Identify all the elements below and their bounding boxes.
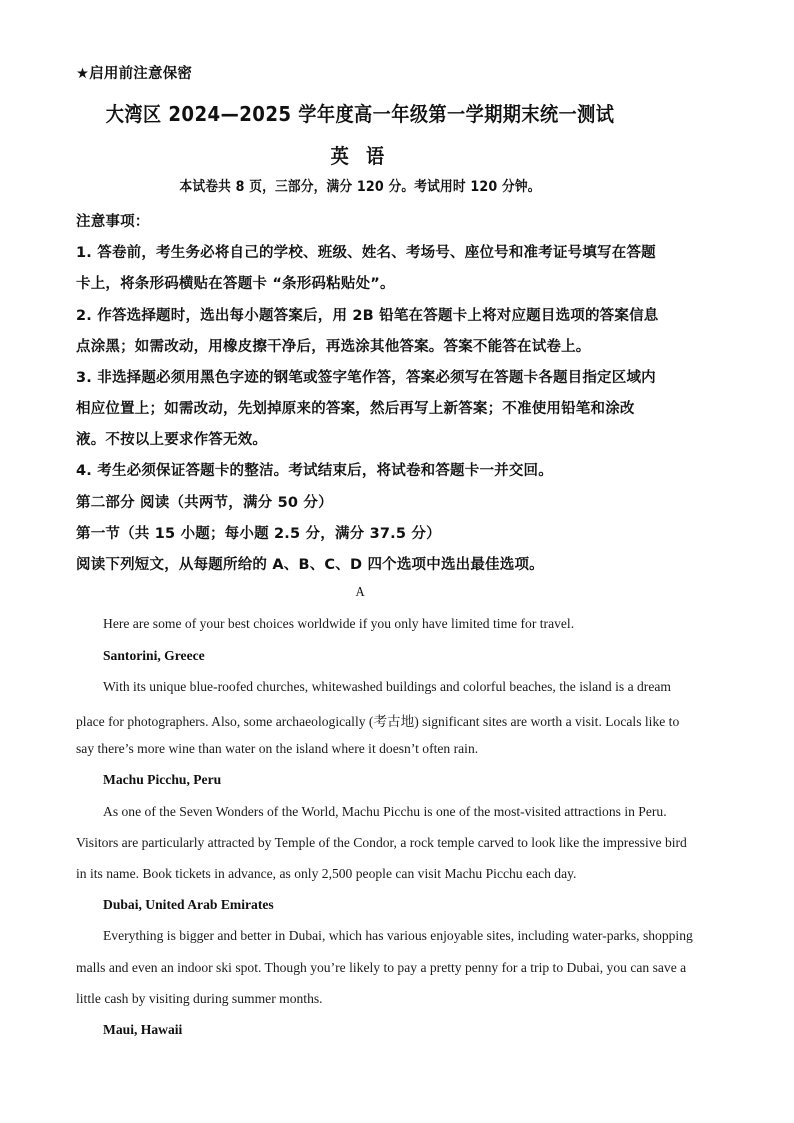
passage-line: malls and even an indoor ski spot. Though you’re likely to pay a pretty penny for a trip to Dubai, you can save a [76, 960, 687, 975]
place-heading: Santorini, Greece [103, 648, 205, 663]
passage-letter: A [355, 585, 365, 600]
passage-line: in its name. Book tickets in advance, as only 2,500 people can visit Machu Picchu each day. [76, 866, 577, 881]
passage-line: As one of the Seven Wonders of the World, Machu Picchu is one of the most-visited attractions in Peru. [103, 804, 667, 819]
passage-line: place for photographers. Also, some archaeologically (考古地) significant sites are worth a visit. Locals like to [76, 714, 680, 729]
note-line: 4. 考生必须保证答题卡的整洁。考试结束后，将试卷和答题卡一并交回。 [76, 463, 553, 479]
note-line: 3. 非选择题必须用黑色字迹的钢笔或签字笔作答，答案必须写在答题卡各题目指定区域内 [76, 370, 656, 386]
place-heading: Dubai, United Arab Emirates [103, 897, 274, 912]
passage-line: With its unique blue-roofed churches, whitewashed buildings and colorful beaches, the island is a dream [103, 679, 671, 694]
note-line: 2. 作答选择题时，选出每小题答案后，用 2B 铅笔在答题卡上将对应题目选项的答案信息 [76, 308, 659, 324]
note-line: 1. 答卷前，考生务必将自己的学校、班级、姓名、考场号、座位号和准考证号填写在答题 [76, 245, 656, 261]
exam-title: 大湾区 2024—2025 学年度高一年级第一学期期末统一测试 [105, 102, 615, 126]
note-line: 液。不按以上要求作答无效。 [76, 432, 268, 448]
note-line: 相应位置上；如需改动，先划掉原来的答案，然后再写上新答案；不准使用铅笔和涂改 [76, 401, 635, 417]
subject-title: 英 语 [330, 144, 390, 168]
passage-line: little cash by visiting during summer months. [76, 991, 323, 1006]
notes-heading: 注意事项： [76, 214, 150, 230]
passage-intro: Here are some of your best choices worldwide if you only have limited time for travel. [103, 616, 575, 631]
note-line: 卡上，将条形码横贴在答题卡 “条形码粘贴处”。 [76, 276, 395, 292]
section-part-title: 第二部分 阅读（共两节，满分 50 分） [76, 495, 333, 511]
place-heading: Maui, Hawaii [103, 1022, 183, 1037]
passage-line: Visitors are particularly attracted by Temple of the Condor, a rock temple carved to look like the impressive bird [76, 835, 687, 850]
exam-info: 本试卷共 8 页，三部分，满分 120 分。考试用时 120 分钟。 [179, 179, 541, 195]
section-instruction: 阅读下列短文，从每题所给的 A、B、C、D 四个选项中选出最佳选项。 [76, 557, 544, 573]
place-heading: Machu Picchu, Peru [103, 772, 222, 787]
section-sub-title: 第一节（共 15 小题；每小题 2.5 分，满分 37.5 分） [76, 526, 441, 542]
note-line: 点涂黑；如需改动，用橡皮擦干净后，再选涂其他答案。答案不能答在试卷上。 [76, 339, 591, 355]
passage-line: Everything is bigger and better in Dubai, which has various enjoyable sites, including water-parks, shopping [103, 928, 693, 943]
confidential-notice: ★启用前注意保密 [76, 66, 193, 82]
passage-line: say there’s more wine than water on the island where it doesn’t often rain. [76, 741, 479, 756]
